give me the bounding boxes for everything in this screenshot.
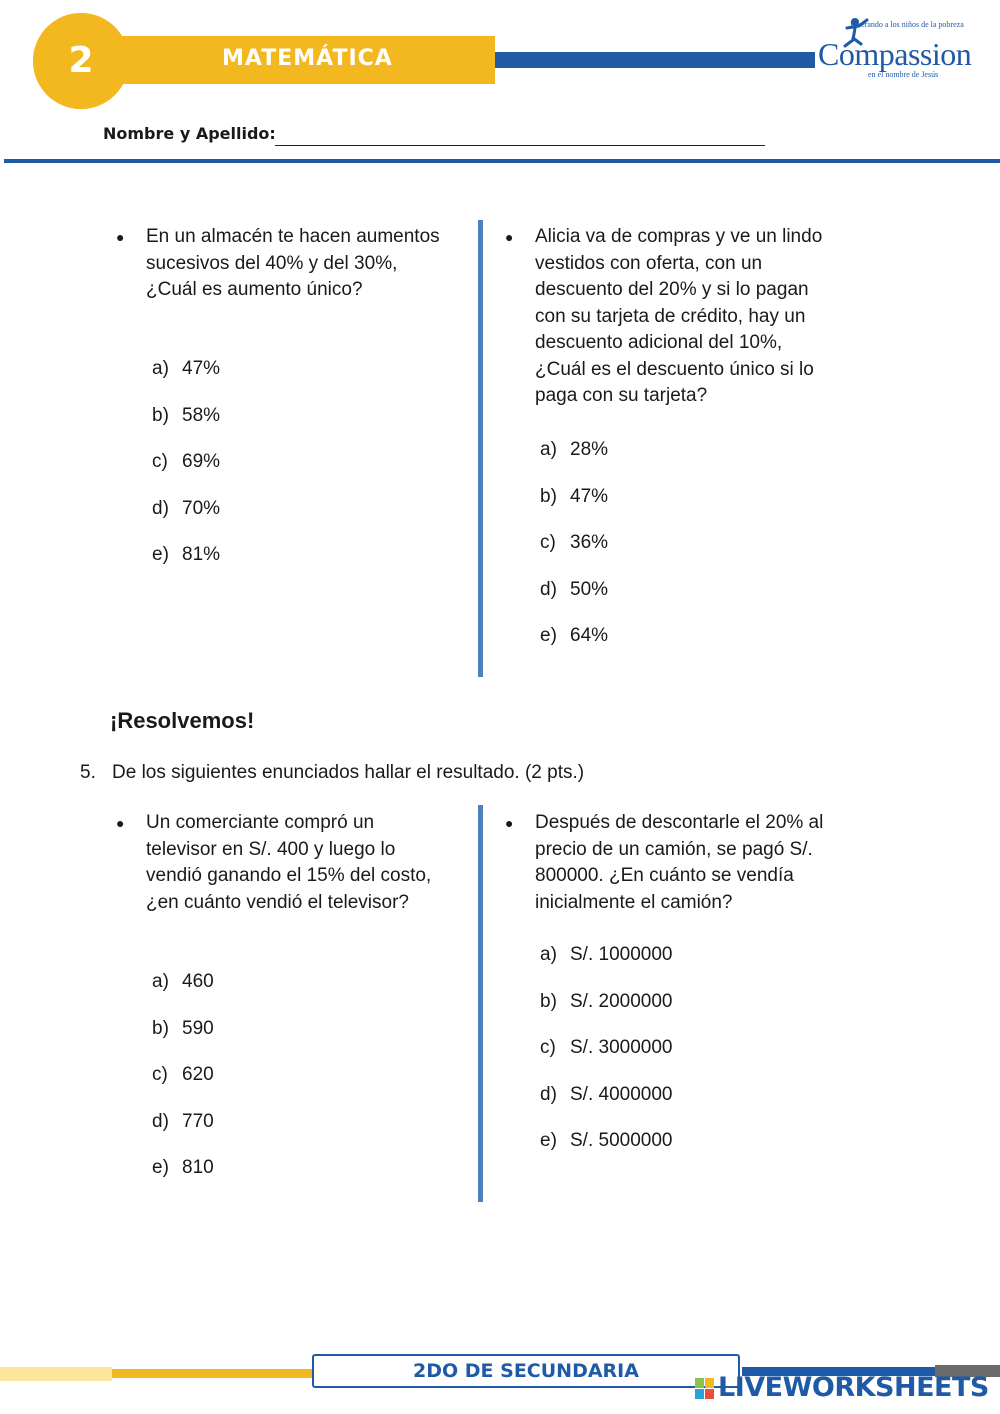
option-c[interactable]: c) S/. 3000000 xyxy=(540,1037,673,1059)
footer-stripe xyxy=(132,1369,312,1378)
unit-number: 2 xyxy=(68,40,94,81)
option-c[interactable]: c) 620 xyxy=(152,1064,214,1086)
option-a[interactable]: a) 47% xyxy=(152,358,221,379)
options-left-2 xyxy=(152,971,214,1204)
bullet: ● xyxy=(505,229,514,245)
column-divider xyxy=(478,805,483,1202)
liveworksheets-icon xyxy=(695,1378,715,1400)
option-d[interactable]: d) 70% xyxy=(152,497,221,519)
question-text: Alicia va de compras y ve un lindo vestidos con oferta, con un descuento del 20% y si lo pagan con su tarjeta de crédito, hay un descuento adicional del 10%, ¿Cuál es el descuento único si lo paga con su tarjeta? xyxy=(535,226,823,406)
option-a[interactable]: a) 28% xyxy=(540,439,609,460)
problem-number: 5. xyxy=(80,762,96,783)
question-text: Después de descontarle el 20% al precio de un camión, se pagó S/. 800000. ¿En cuánto se vendía inicialmente el camión? xyxy=(535,812,824,913)
problem-5-statement xyxy=(80,762,584,784)
bullet: ● xyxy=(116,229,125,245)
option-d[interactable]: d) S/. 4000000 xyxy=(540,1083,673,1105)
liveworksheets-brand: LIVEWORKSHEETS xyxy=(718,1372,989,1403)
option-b[interactable]: b) S/. 2000000 xyxy=(540,990,673,1012)
name-input-line[interactable] xyxy=(275,145,765,146)
question-right-2 xyxy=(505,810,835,916)
options-right-1 xyxy=(540,439,608,672)
question-text: En un almacén te hacen aumentos sucesivos del 40% y del 30%, ¿Cuál es aumento único? xyxy=(146,226,440,300)
option-e[interactable]: e) 81% xyxy=(152,544,221,566)
header-blue-bar xyxy=(495,52,815,68)
subject-title: MATEMÁTICA xyxy=(222,46,393,71)
option-d[interactable]: d) 50% xyxy=(540,578,609,600)
footer-stripe xyxy=(112,1369,132,1378)
option-c[interactable]: c) 36% xyxy=(540,532,609,554)
column-divider xyxy=(478,220,483,677)
logo-wordmark: Compassion xyxy=(818,36,972,72)
problem-text: De los siguientes enunciados hallar el resultado. (2 pts.) xyxy=(112,762,585,783)
option-b[interactable]: b) 590 xyxy=(152,1017,214,1039)
options-right-2 xyxy=(540,944,672,1177)
options-left-1 xyxy=(152,358,220,591)
option-e[interactable]: e) 810 xyxy=(152,1157,214,1179)
question-right-1 xyxy=(505,224,835,410)
option-c[interactable]: c) 69% xyxy=(152,451,221,473)
bullet: ● xyxy=(116,815,125,831)
grade-label: 2DO DE SECUNDARIA xyxy=(413,1360,639,1382)
question-left-2 xyxy=(116,810,446,916)
name-label: Nombre y Apellido: xyxy=(103,124,276,143)
option-a[interactable]: a) S/. 1000000 xyxy=(540,944,673,965)
footer-stripe xyxy=(0,1367,112,1381)
section-heading: ¡Resolvemos! xyxy=(110,708,255,733)
option-e[interactable]: e) S/. 5000000 xyxy=(540,1130,673,1152)
question-text: Un comerciante compró un televisor en S/. 400 y luego lo vendió ganando el 15% del costo, ¿en cuánto vendió el televisor? xyxy=(146,812,432,913)
option-b[interactable]: b) 58% xyxy=(152,404,221,426)
option-e[interactable]: e) 64% xyxy=(540,625,609,647)
logo-subtext: en el nombre de Jesús xyxy=(868,70,939,79)
option-b[interactable]: b) 47% xyxy=(540,485,609,507)
option-d[interactable]: d) 770 xyxy=(152,1110,214,1132)
bullet: ● xyxy=(505,815,514,831)
question-left-1 xyxy=(116,224,446,304)
header-rule xyxy=(4,159,1000,163)
option-a[interactable]: a) 460 xyxy=(152,971,214,992)
logo-tagline: Liberando a los niños de la pobreza xyxy=(850,20,964,29)
